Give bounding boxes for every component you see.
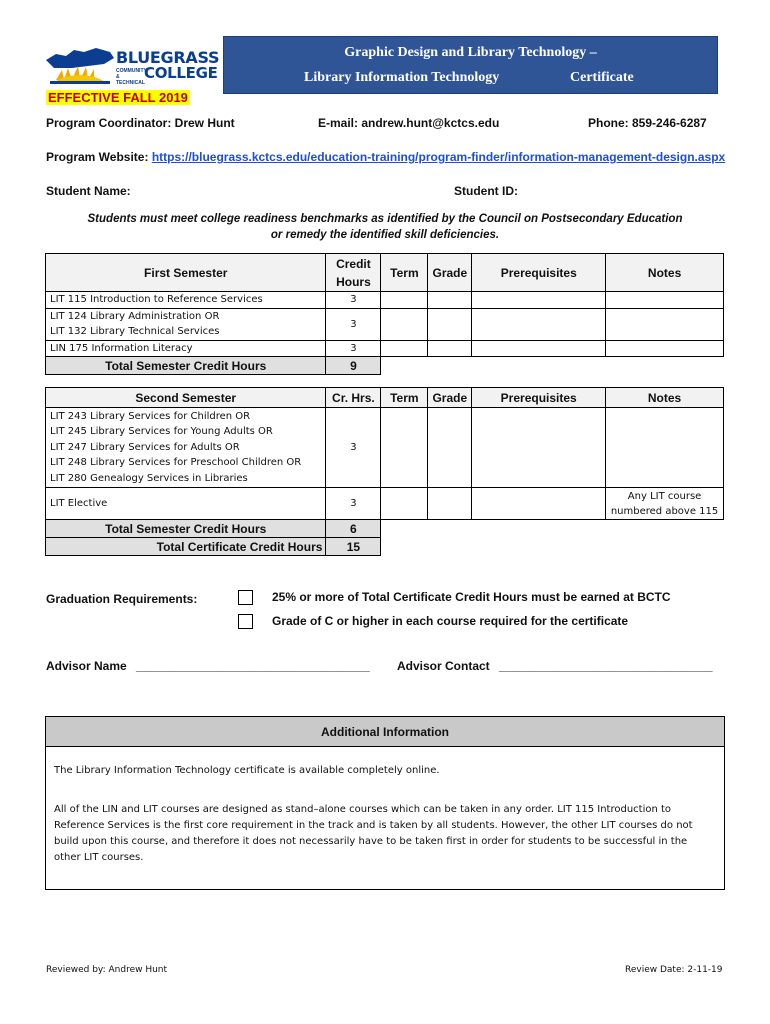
requirement-checkbox-2[interactable] <box>238 614 253 629</box>
grade-header: Grade <box>428 388 472 408</box>
semester-total-row <box>46 520 724 538</box>
semester-total-value: 6 <box>326 520 381 538</box>
course-option: LIT 243 Library Services for Children OR <box>50 410 251 422</box>
notes-cell <box>606 292 724 309</box>
certificate-total-row <box>46 538 724 556</box>
prerequisites-header: Prerequisites <box>472 254 606 292</box>
empty-space <box>381 357 724 375</box>
notes-cell <box>606 488 724 520</box>
additional-info-paragraph-2: All of the LIN and LIT courses are designed as stand–alone courses which can be taken in any order. LIT 115 Introduction to Reference Services is the first core requirement in the track and is taken by all students. However, the other LIT courses do not build upon this course, and therefore it does not necessarily have to be taken first in order for students to be successful in the other LIT courses. <box>54 804 693 863</box>
grade-cell[interactable] <box>428 308 472 340</box>
logo-text-community: COMMUNITY & TECHNICAL <box>116 68 147 86</box>
course-credits: 3 <box>326 340 381 357</box>
course-option: LIT 245 Library Services for Young Adults OR <box>50 426 273 438</box>
graduation-requirements-label: Graduation Requirements: <box>46 592 198 606</box>
empty-space <box>381 538 724 556</box>
prerequisites-header: Prerequisites <box>472 388 606 408</box>
additional-information-box <box>45 716 725 890</box>
table-row <box>46 408 724 488</box>
grade-cell[interactable] <box>428 340 472 357</box>
term-cell[interactable] <box>381 292 428 309</box>
course-name: LIN 175 Information Literacy <box>46 340 326 357</box>
course-option: LIT 248 Library Services for Preschool Children OR <box>50 457 302 469</box>
credit-header-line-1: Credit <box>336 256 371 271</box>
student-id-label: Student ID: <box>454 184 518 198</box>
program-coordinator: Program Coordinator: Drew Hunt <box>46 116 235 130</box>
course-name <box>46 408 326 488</box>
prerequisites-cell <box>472 340 606 357</box>
grade-cell[interactable] <box>428 408 472 488</box>
coordinator-email[interactable]: E-mail: andrew.hunt@kctcs.edu <box>318 116 500 130</box>
additional-info-paragraph-1: The Library Information Technology certificate is available completely online. <box>54 765 440 776</box>
benchmarks-line-2: or remedy the identified skill deficiencies. <box>270 229 500 241</box>
credit-hours-header <box>326 254 381 292</box>
table-row <box>46 488 724 520</box>
note-line-1: Any LIT course <box>627 490 702 502</box>
website-link[interactable]: https://bluegrass.kctcs.edu/education-training/program-finder/information-management-design.aspx <box>151 150 726 164</box>
term-cell[interactable] <box>381 488 428 520</box>
requirement-2-text: Grade of C or higher in each course required for the certificate <box>272 614 629 628</box>
coordinator-phone: Phone: 859-246-6287 <box>588 116 707 130</box>
term-header: Term <box>381 388 428 408</box>
note-line-2: numbered above 115 <box>610 505 719 517</box>
logo-text-college: COLLEGE <box>144 64 218 82</box>
prerequisites-cell <box>472 292 606 309</box>
course-credits: 3 <box>326 408 381 488</box>
first-semester-table <box>45 253 724 375</box>
credit-hours-header: Cr. Hrs. <box>326 388 381 408</box>
term-cell[interactable] <box>381 308 428 340</box>
effective-date-badge: EFFECTIVE FALL 2019 <box>48 90 188 105</box>
logo-text-bluegrass: BLUEGRASS <box>116 48 220 67</box>
course-credits: 3 <box>326 308 381 340</box>
advisor-contact-field[interactable] <box>397 659 713 673</box>
course-credits: 3 <box>326 292 381 309</box>
course-option: LIT 247 Library Services for Adults OR <box>50 441 240 453</box>
college-logo <box>44 46 220 86</box>
course-credits: 3 <box>326 488 381 520</box>
prerequisites-cell <box>472 488 606 520</box>
requirement-checkbox-1[interactable] <box>238 590 253 605</box>
first-semester-header: First Semester <box>46 254 326 292</box>
kentucky-sunrise-icon <box>44 46 116 84</box>
course-option-a: LIT 124 Library Administration OR <box>50 310 220 322</box>
advisor-contact-label: Advisor Contact <box>397 659 490 673</box>
program-title-banner <box>223 36 718 94</box>
notes-header: Notes <box>606 254 724 292</box>
term-header: Term <box>381 254 428 292</box>
table-row <box>46 340 724 357</box>
credential-type: Certificate <box>570 70 634 85</box>
benchmarks-line-1: Students must meet college readiness benchmarks as identified by the Council on Postsecondary Education <box>87 213 683 225</box>
table-row <box>46 292 724 309</box>
notes-cell <box>606 308 724 340</box>
additional-information-heading: Additional Information <box>46 717 724 747</box>
program-subtitle: Library Information Technology <box>304 70 500 85</box>
credit-header-line-2: Hours <box>336 274 371 289</box>
advisor-name-field[interactable] <box>46 659 370 673</box>
course-option: LIT 280 Genealogy Services in Libraries <box>50 472 248 484</box>
notes-cell <box>606 340 724 357</box>
certificate-total-label: Total Certificate Credit Hours <box>46 538 326 556</box>
prerequisites-cell <box>472 308 606 340</box>
second-semester-table <box>45 387 724 556</box>
program-website <box>46 150 725 164</box>
advisor-name-label: Advisor Name <box>46 659 127 673</box>
empty-space <box>381 520 724 538</box>
course-name <box>46 308 326 340</box>
requirement-1-text: 25% or more of Total Certificate Credit Hours must be earned at BCTC <box>272 590 671 604</box>
semester-total-label: Total Semester Credit Hours <box>46 520 326 538</box>
table-row <box>46 308 724 340</box>
grade-header: Grade <box>428 254 472 292</box>
grade-cell[interactable] <box>428 292 472 309</box>
term-cell[interactable] <box>381 340 428 357</box>
reviewed-by: Reviewed by: Andrew Hunt <box>46 965 168 975</box>
certificate-total-value: 15 <box>326 538 381 556</box>
notes-header: Notes <box>606 388 724 408</box>
website-label: Program Website: <box>46 150 149 164</box>
term-cell[interactable] <box>381 408 428 488</box>
course-option-b: LIT 132 Library Technical Services <box>50 326 220 337</box>
course-name: LIT Elective <box>46 488 326 520</box>
second-semester-header: Second Semester <box>46 388 326 408</box>
course-name: LIT 115 Introduction to Reference Services <box>46 292 326 309</box>
semester-total-label: Total Semester Credit Hours <box>46 357 326 375</box>
student-name-label: Student Name: <box>46 184 131 198</box>
review-date: Review Date: 2-11-19 <box>625 965 723 975</box>
semester-total-row <box>46 357 724 375</box>
advisor-name-line[interactable]: ___________________________________ <box>136 659 370 673</box>
semester-total-value: 9 <box>326 357 381 375</box>
grade-cell[interactable] <box>428 488 472 520</box>
notes-cell <box>606 408 724 488</box>
program-title: Graphic Design and Library Technology – <box>344 45 597 60</box>
advisor-contact-line[interactable]: ________________________________ <box>499 659 713 673</box>
prerequisites-cell <box>472 408 606 488</box>
readiness-benchmarks-note <box>46 211 724 243</box>
